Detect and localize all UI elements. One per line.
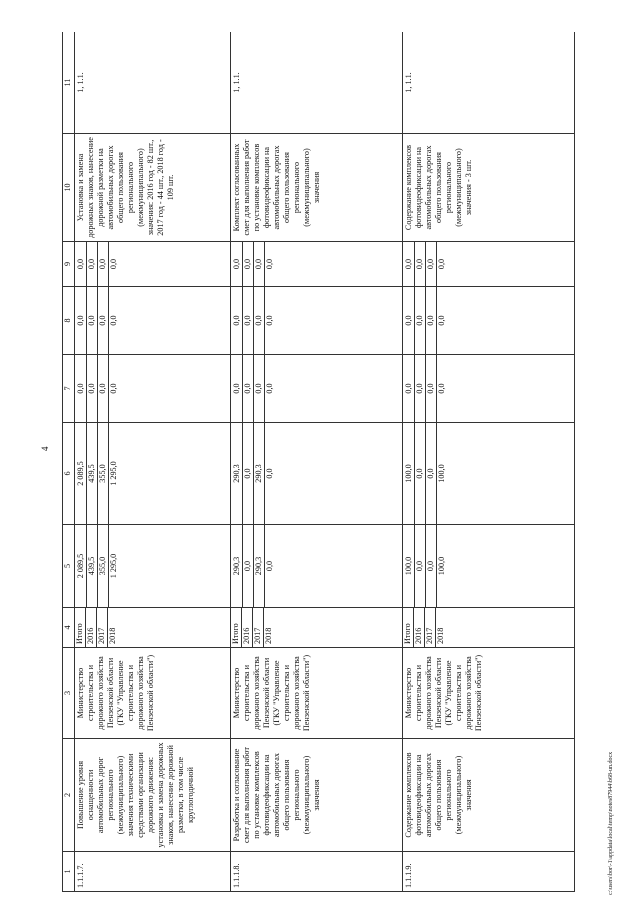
federal-budget-cell-value: 0,0 xyxy=(404,383,413,394)
row-number: 1.1.1.7. xyxy=(75,852,231,892)
other-sources-cell xyxy=(231,242,403,287)
year-cell-value: 2017 xyxy=(96,608,107,647)
total-funding-cell-value: 439,5 xyxy=(86,525,97,607)
local-budget-cell-value: 0,0 xyxy=(414,287,425,354)
table-body xyxy=(75,32,575,892)
regional-budget-cell-value: 0,0 xyxy=(264,423,275,524)
local-budget-cell xyxy=(403,287,575,355)
regional-budget-cell-value: 100,0 xyxy=(404,464,413,483)
other-sources-cell xyxy=(75,242,231,287)
federal-budget-cell xyxy=(403,355,575,423)
other-sources-cell-value: 0,0 xyxy=(404,258,413,270)
other-sources-cell-value: 0,0 xyxy=(436,242,447,286)
regional-budget-cell-value: 2 089,5 xyxy=(76,461,85,486)
local-budget-cell-value: 0,0 xyxy=(242,287,253,354)
target-link: 1, 1.1. xyxy=(403,32,575,134)
total-funding-cell-value: 0,0 xyxy=(264,525,275,607)
target-link: 1, 1.1. xyxy=(231,32,403,134)
regional-budget-cell-value: 355,0 xyxy=(97,423,108,524)
local-budget-cell-value: 0,0 xyxy=(264,287,275,354)
regional-budget-cell xyxy=(231,423,403,525)
regional-budget-cell-value: 0,0 xyxy=(242,423,253,524)
federal-budget-cell-value: 0,0 xyxy=(86,355,97,422)
table-row xyxy=(231,32,403,892)
other-sources-cell-value: 0,0 xyxy=(264,242,275,286)
expected-result: Комплект согласованных смет для выполнения работ по установке комплексов фотовидеофиксации на автомобильных дорогах общего пользования регионального (межмуниципального) значения xyxy=(231,134,403,242)
federal-budget-cell-value: 0,0 xyxy=(425,355,436,422)
total-funding-cell xyxy=(75,525,231,608)
other-sources-cell-value: 0,0 xyxy=(76,258,85,270)
other-sources-cell-value: 0,0 xyxy=(97,242,108,286)
col-header: 3 xyxy=(63,648,75,739)
other-sources-cell-value: 0,0 xyxy=(253,242,264,286)
target-link: 1, 1.1. xyxy=(75,32,231,134)
total-funding-cell-value: 100,0 xyxy=(436,525,447,607)
year-cell-value: 2017 xyxy=(424,608,435,647)
total-funding-cell-value: 0,0 xyxy=(425,525,436,607)
regional-budget-cell-value: 0,0 xyxy=(425,423,436,524)
col-header: 7 xyxy=(63,355,75,423)
regional-budget-cell-value: 290,3 xyxy=(232,464,241,483)
regional-budget-cell-value: 290,3 xyxy=(253,423,264,524)
year-cell-value: 2016 xyxy=(85,608,96,647)
executor-cell: Министерство строительства и дорожного хозяйства Пензенской области (ГКУ "Управление строительства и дорожного хозяйства Пензенской области") xyxy=(231,648,403,739)
year-cell xyxy=(403,608,575,648)
local-budget-cell-value: 0,0 xyxy=(436,287,447,354)
year-cell-value: 2016 xyxy=(241,608,252,647)
executor-cell: Министерство строительства и дорожного хозяйства Пензенской области (ГКУ "Управление строительства и дорожного хозяйства Пензенской области") xyxy=(75,648,231,739)
year-cell-value: 2018 xyxy=(435,608,446,647)
year-cell-value: 2018 xyxy=(107,608,118,647)
total-funding-cell-value: 0,0 xyxy=(242,525,253,607)
federal-budget-cell-value: 0,0 xyxy=(264,355,275,422)
local-budget-cell xyxy=(231,287,403,355)
program-activities-table xyxy=(62,32,575,892)
page-number: 4 xyxy=(40,446,50,451)
year-cell-value: 2018 xyxy=(263,608,274,647)
file-path-footer: c:\users\bor\-1\appdata\local\temp\notes87944\b68-un.docx xyxy=(608,751,614,895)
total-funding-cell xyxy=(231,525,403,608)
year-cell xyxy=(75,608,231,648)
total-funding-cell-value: 290,3 xyxy=(253,525,264,607)
row-number: 1.1.1.9. xyxy=(403,852,575,892)
local-budget-cell-value: 0,0 xyxy=(97,287,108,354)
regional-budget-cell xyxy=(403,423,575,525)
total-funding-cell-value: 100,0 xyxy=(404,556,413,576)
regional-budget-cell xyxy=(75,423,231,525)
federal-budget-cell-value: 0,0 xyxy=(414,355,425,422)
local-budget-cell-value: 0,0 xyxy=(86,287,97,354)
table-row xyxy=(403,32,575,892)
other-sources-cell-value: 0,0 xyxy=(86,242,97,286)
local-budget-cell-value: 0,0 xyxy=(425,287,436,354)
expected-result: Содержание комплексов фотовидеофиксации на автомобильных дорогах общего пользования регионального (межмуниципального) значения - 3 шт. xyxy=(403,134,575,242)
regional-budget-cell-value: 0,0 xyxy=(414,423,425,524)
executor-cell: Министерство строительства и дорожного хозяйства Пензенской области (ГКУ "Управление строительства и дорожного хозяйства Пензенской области") xyxy=(403,648,575,739)
expected-result: Установка и замена дорожных знаков, нанесение дорожной разметки на автомобильных дорогах общего пользования регионального (межмуниципального) значения: 2016 год - 82 шт., 2017 год - 44 шт., 2018 год - 109 шт. xyxy=(75,134,231,242)
regional-budget-cell-value: 439,5 xyxy=(86,423,97,524)
total-funding-cell-value: 2 089,5 xyxy=(76,553,85,579)
federal-budget-cell-value: 0,0 xyxy=(232,383,241,394)
regional-budget-cell-value: 100,0 xyxy=(436,423,447,524)
col-header: 9 xyxy=(63,242,75,287)
rotated-sheet xyxy=(62,32,609,892)
federal-budget-cell-value: 0,0 xyxy=(436,355,447,422)
federal-budget-cell xyxy=(75,355,231,423)
col-header: 11 xyxy=(63,32,75,134)
local-budget-cell xyxy=(75,287,231,355)
col-header: 1 xyxy=(63,852,75,892)
total-funding-cell-value: 290,3 xyxy=(232,556,241,576)
col-header: 4 xyxy=(63,608,75,648)
year-cell-value: Итого xyxy=(403,623,412,644)
other-sources-cell xyxy=(403,242,575,287)
activity-description: Разработка и согласование смет для выполнения работ по установке комплексов фотовидеофиксации на автомобильных дорогах общего пользования регионального (межмуниципального) значения xyxy=(231,739,403,852)
regional-budget-cell-value: 1 295,0 xyxy=(108,423,119,524)
year-cell-value: Итого xyxy=(75,623,84,644)
activity-description: Содержание комплексов фотовидеофиксации на автомобильных дорогах общего пользования регионального (межмуниципального) значения xyxy=(403,739,575,852)
other-sources-cell-value: 0,0 xyxy=(232,258,241,270)
local-budget-cell-value: 0,0 xyxy=(253,287,264,354)
federal-budget-cell-value: 0,0 xyxy=(108,355,119,422)
federal-budget-cell-value: 0,0 xyxy=(253,355,264,422)
col-header: 2 xyxy=(63,739,75,852)
col-header: 10 xyxy=(63,134,75,242)
federal-budget-cell xyxy=(231,355,403,423)
total-funding-cell-value: 0,0 xyxy=(414,525,425,607)
year-cell-value: 2017 xyxy=(252,608,263,647)
total-funding-cell xyxy=(403,525,575,608)
col-header: 6 xyxy=(63,423,75,525)
total-funding-cell-value: 1 295,0 xyxy=(108,525,119,607)
year-cell-value: 2016 xyxy=(413,608,424,647)
col-header: 8 xyxy=(63,287,75,355)
activity-description: Повышение уровня оснащенности автомобильных дорог регионального (межмуниципального) значения техническими средствами организации дорожного движения: установка и замена дорожных знаков, нанесение дорожной разметки, в том числе круглогодичной xyxy=(75,739,231,852)
other-sources-cell-value: 0,0 xyxy=(425,242,436,286)
local-budget-cell-value: 0,0 xyxy=(76,315,85,326)
other-sources-cell-value: 0,0 xyxy=(414,242,425,286)
other-sources-cell-value: 0,0 xyxy=(108,242,119,286)
year-cell xyxy=(231,608,403,648)
local-budget-cell-value: 0,0 xyxy=(108,287,119,354)
local-budget-cell-value: 0,0 xyxy=(404,315,413,326)
col-header: 5 xyxy=(63,525,75,608)
row-number: 1.1.1.8. xyxy=(231,852,403,892)
landscape-page xyxy=(62,32,609,892)
other-sources-cell-value: 0,0 xyxy=(242,242,253,286)
federal-budget-cell-value: 0,0 xyxy=(76,383,85,394)
table-row xyxy=(75,32,231,892)
total-funding-cell-value: 355,0 xyxy=(97,525,108,607)
federal-budget-cell-value: 0,0 xyxy=(242,355,253,422)
year-cell-value: Итого xyxy=(231,623,240,644)
column-number-row xyxy=(63,32,75,892)
local-budget-cell-value: 0,0 xyxy=(232,315,241,326)
federal-budget-cell-value: 0,0 xyxy=(97,355,108,422)
